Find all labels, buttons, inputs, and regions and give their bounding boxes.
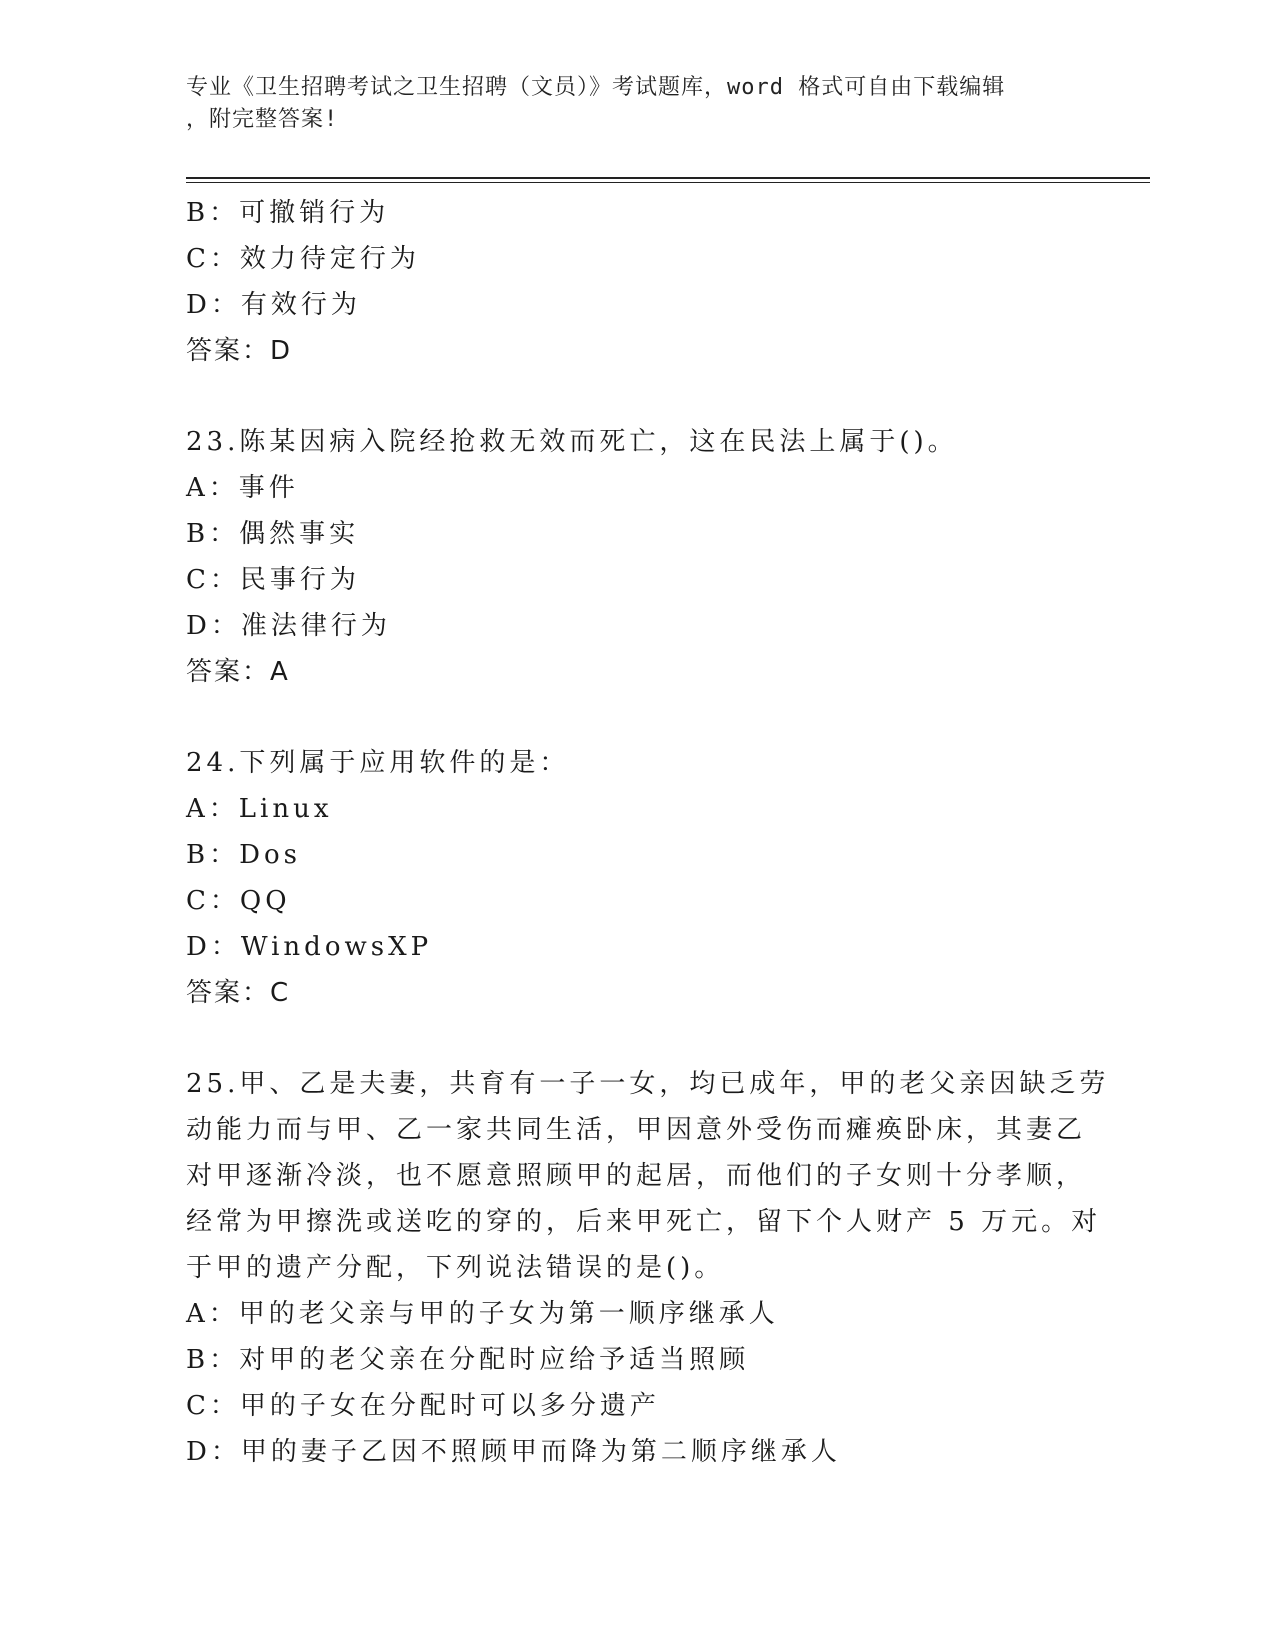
header-divider-thick <box>186 177 1150 179</box>
option-c: C：QQ <box>186 886 291 916</box>
answer: 答案：D <box>186 336 293 366</box>
header-line-1: 专业《卫生招聘考试之卫生招聘（文员）》考试题库，word 格式可自由下载编辑 <box>186 75 1006 100</box>
answer: 答案：A <box>186 657 290 687</box>
spacer <box>186 1016 1086 1061</box>
question-22 <box>186 190 1086 374</box>
option-d: D：甲的妻子乙因不照顾甲而降为第二顺序继承人 <box>186 1437 841 1467</box>
question-stem: 23.陈某因病入院经抢救无效而死亡，这在民法上属于()。 <box>186 427 958 457</box>
question-stem-line: 25.甲、乙是夫妻，共育有一子一女，均已成年，甲的老父亲因缺乏劳 <box>186 1069 1110 1099</box>
document-header <box>186 72 1066 136</box>
header-line-2: ，附完整答案! <box>186 107 339 132</box>
question-25 <box>186 1061 1110 1475</box>
option-b: B：Dos <box>186 840 301 870</box>
option-c: C：甲的子女在分配时可以多分遗产 <box>186 1391 660 1421</box>
header-divider-thin <box>186 182 1150 183</box>
option-b: B：可撤销行为 <box>186 198 390 228</box>
option-c: C：效力待定行为 <box>186 244 420 274</box>
question-24 <box>186 740 1086 1016</box>
option-d: D：准法律行为 <box>186 611 391 641</box>
answer: 答案：C <box>186 978 291 1008</box>
question-stem-line: 对甲逐渐冷淡，也不愿意照顾甲的起居，而他们的子女则十分孝顺， <box>186 1161 1087 1191</box>
spacer <box>186 374 1086 419</box>
option-a: A：事件 <box>186 473 299 503</box>
option-a: A：Linux <box>186 794 333 824</box>
question-list <box>186 190 1110 1475</box>
question-stem-line: 经常为甲擦洗或送吃的穿的，后来甲死亡，留下个人财产 5 万元。对 <box>186 1207 1102 1237</box>
spacer <box>186 695 1086 740</box>
question-stem: 24.下列属于应用软件的是： <box>186 748 570 778</box>
question-stem-line: 动能力而与甲、乙一家共同生活，甲因意外受伤而瘫痪卧床，其妻乙 <box>186 1115 1087 1145</box>
option-a: A：甲的老父亲与甲的子女为第一顺序继承人 <box>186 1299 779 1329</box>
option-b: B：偶然事实 <box>186 519 360 549</box>
question-stem-line: 于甲的遗产分配，下列说法错误的是()。 <box>186 1253 725 1283</box>
option-c: C：民事行为 <box>186 565 360 595</box>
option-d: D：有效行为 <box>186 290 361 320</box>
question-23 <box>186 419 1086 695</box>
option-d: D：WindowsXP <box>186 932 433 962</box>
option-b: B：对甲的老父亲在分配时应给予适当照顾 <box>186 1345 750 1375</box>
